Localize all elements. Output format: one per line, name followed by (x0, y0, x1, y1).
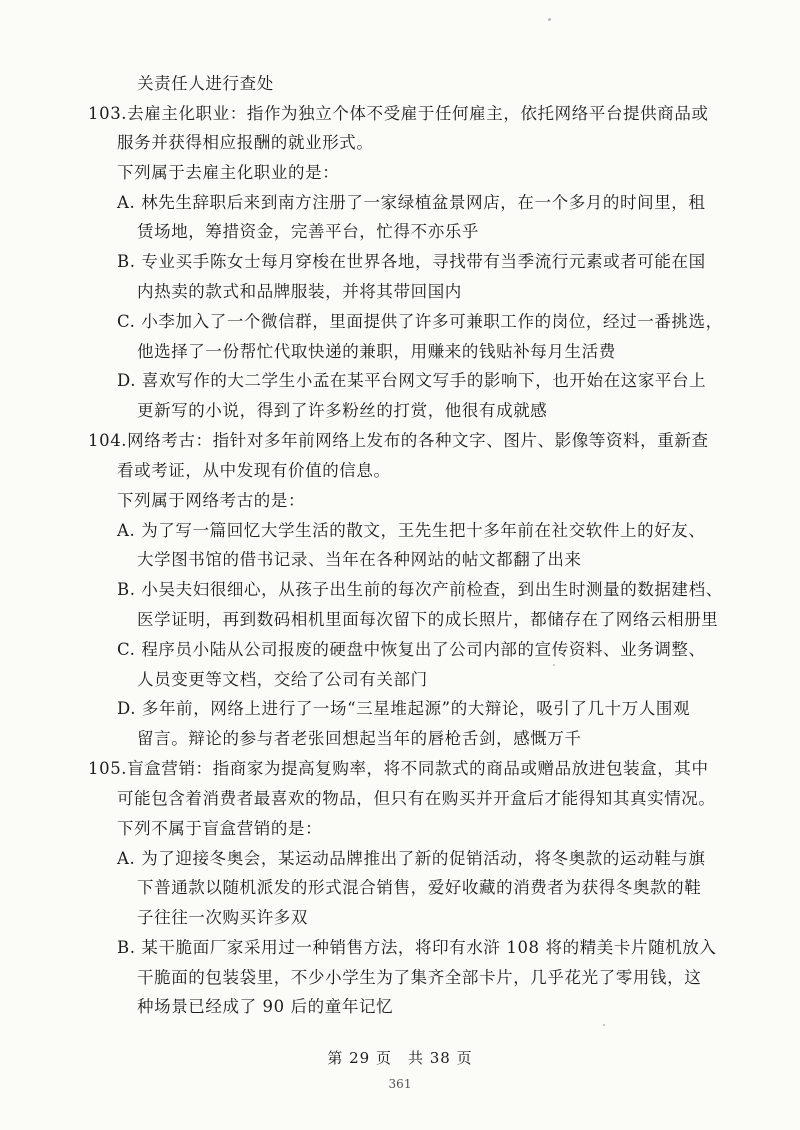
option-104-d: D. 多年前，网络上进行了一场“三星堆起源”的大辩论，吸引了几十万人围观 (117, 699, 691, 718)
text-line: 赁场地，筹措资金，完善平台，忙得不亦乐乎 (137, 222, 479, 241)
question-103-stem: 103.去雇主化职业：指作为独立个体不受雇于任何雇主，依托网络平台提供商品或 (88, 104, 709, 123)
text-line: 医学证明，再到数码相机里面每次留下的成长照片，都储存在了网络云相册里 (137, 610, 719, 629)
text-line: 大学图书馆的借书记录、当年在各种网站的帖文都翻了出来 (137, 550, 582, 569)
scan-speck (548, 18, 551, 21)
text-line: 看或考证，从中发现有价值的信息。 (117, 461, 391, 480)
scan-speck (603, 1024, 605, 1026)
option-103-b: B. 专业买手陈女士每月穿梭在世界各地，寻找带有当季流行元素或者可能在国 (117, 252, 706, 271)
question-105-stem: 105.盲盒营销：指商家为提高复购率，将不同款式的商品或赠品放进包装盒，其中 (88, 759, 709, 778)
question-105-prompt: 下列不属于盲盒营销的是： (117, 819, 323, 838)
text-line: 下普通款以随机派发的形式混合销售，爱好收藏的消费者为获得冬奥款的鞋 (137, 878, 702, 897)
option-104-b: B. 小吴夫妇很细心，从孩子出生前的每次产前检查，到出生时测量的数据建档、 (117, 580, 723, 599)
question-103-prompt: 下列属于去雇主化职业的是： (117, 163, 340, 182)
page-label: 第 29 页 共 38 页 (327, 1049, 473, 1067)
page-number: 361 (388, 1077, 412, 1091)
option-103-d: D. 喜欢写作的大二学生小孟在某平台网文写手的影响下，也开始在这家平台上 (117, 371, 707, 390)
text-line: 种场景已经成了 90 后的童年记忆 (137, 997, 394, 1016)
text-line: 关责任人进行查处 (137, 74, 274, 93)
text-line: 他选择了一份帮忙代取快递的兼职，用赚来的钱贴补每月生活费 (137, 342, 616, 361)
text-line: 干脆面的包装袋里，不少小学生为了集齐全部卡片，几乎花光了零用钱，这 (137, 968, 702, 987)
option-103-c: C. 小李加入了一个微信群，里面提供了许多可兼职工作的岗位，经过一番挑选， (117, 312, 723, 331)
text-line: 服务并获得相应报酬的就业形式。 (117, 133, 374, 152)
option-105-b: B. 某干脆面厂家采用过一种销售方法，将印有水浒 108 将的精美卡片随机放入 (117, 938, 717, 957)
option-104-c: C. 程序员小陆从公司报废的硬盘中恢复出了公司内部的宣传资料、业务调整、 (117, 640, 706, 659)
text-line: 可能包含着消费者最喜欢的物品，但只有在购买并开盒后才能得知其真实情况。 (117, 789, 716, 808)
question-104-stem: 104.网络考古：指针对多年前网络上发布的各种文字、图片、影像等资料，重新查 (88, 431, 709, 450)
text-line: 内热卖的款式和品牌服装，并将其带回国内 (137, 282, 462, 301)
option-104-a: A. 为了写一篇回忆大学生活的散文，王先生把十多年前在社交软件上的好友、 (117, 521, 706, 540)
text-line: 更新写的小说，得到了许多粉丝的打赏，他很有成就感 (137, 401, 548, 420)
text-line: 留言。辩论的参与者老张回想起当年的唇枪舌剑，感慨万千 (137, 729, 582, 748)
option-105-a: A. 为了迎接冬奥会，某运动品牌推出了新的促销活动，将冬奥款的运动鞋与旗 (117, 849, 706, 868)
scan-speck (553, 664, 555, 666)
option-103-a: A. 林先生辞职后来到南方注册了一家绿植盆景网店，在一个多月的时间里，租 (117, 193, 706, 212)
text-line: 子往往一次购买许多双 (137, 908, 308, 927)
question-104-prompt: 下列属于网络考古的是： (117, 491, 306, 510)
text-line: 人员变更等文档，交给了公司有关部门 (137, 670, 428, 689)
